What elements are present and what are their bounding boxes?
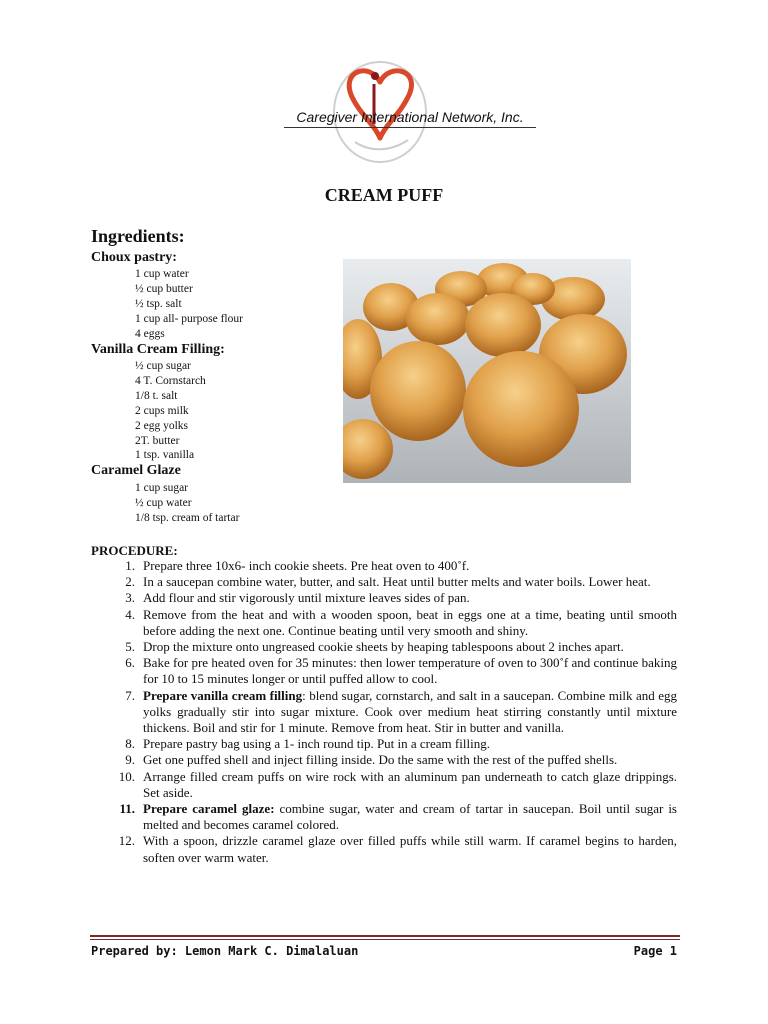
list-item: 2T. butter: [135, 434, 180, 447]
ingredients-heading: Ingredients:: [91, 226, 185, 246]
procedure-step: 1. Prepare three 10x6- inch cookie sheets. Pre heat oven to 400˚f.: [125, 558, 470, 573]
organization-underline: [284, 127, 536, 128]
vanilla-filling-list: [135, 359, 206, 463]
procedure-step: 9. Get one puffed shell and inject filling inside. Do the same with the rest of the puffed shells.: [125, 752, 618, 768]
procedure-step: 6. Bake for pre heated oven for 35 minutes: then lower temperature of oven to 300˚f and continue baking for 10 to 15 minutes longer or until puffed allow to cool.: [125, 655, 677, 687]
list-item: ½ cup sugar: [135, 360, 191, 372]
list-item: 4 eggs: [135, 327, 165, 340]
list-item: ½ tsp. salt: [135, 297, 182, 310]
procedure-step: 3. Add flour and stir vigorously until mixture leaves sides of pan.: [125, 590, 470, 606]
list-item: 1 cup all- purpose flour: [135, 312, 243, 325]
footer-rule-thin: [90, 939, 680, 940]
list-item: 1 tsp. vanilla: [135, 449, 195, 462]
choux-pastry-heading: Choux pastry:: [91, 250, 177, 265]
list-item: 2 cups milk: [135, 404, 189, 417]
list-item: 1 cup water: [135, 268, 189, 280]
procedure-step: 12. With a spoon, drizzle caramel glaze over filled puffs while still warm. If caramel begins to harden, soften over warm water.: [118, 833, 677, 865]
organization-name: Caregiver International Network, Inc.: [296, 109, 524, 125]
list-item: 1/8 tsp. cream of tartar: [135, 511, 240, 524]
page-title: CREAM PUFF: [324, 185, 444, 205]
page-number: Page 1: [633, 944, 677, 958]
list-item: 1/8 t. salt: [135, 389, 178, 402]
list-item: 2 egg yolks: [135, 419, 189, 432]
procedure-steps: [91, 558, 677, 866]
caramel-glaze-heading: Caramel Glaze: [91, 463, 181, 478]
prepared-by: Prepared by: Lemon Mark C. Dimalaluan: [91, 944, 359, 958]
procedure-step: 4. Remove from the heat and with a wooden spoon, beat in eggs one at a time, beating until smooth before adding the next one. Continue beating until very smooth and shiny.: [125, 606, 677, 638]
procedure-heading: PROCEDURE:: [91, 543, 178, 558]
cream-puff-photo: [343, 259, 631, 483]
procedure-step: 10. Arrange filled cream puffs on wire rock with an aluminum pan underneath to catch glaze drippings. Set aside.: [118, 768, 677, 800]
procedure-step: 2. In a saucepan combine water, butter, and salt. Heat until butter melts and water boils. Lower heat.: [125, 574, 651, 590]
list-item: 4 T. Cornstarch: [135, 374, 206, 387]
procedure-step: 11. Prepare caramel glaze: combine sugar, water and cream of tartar in saucepan. Boil until sugar is melted and becomes caramel colored.: [119, 801, 677, 833]
vanilla-filling-heading: Vanilla Cream Filling:: [91, 342, 225, 357]
procedure-step: 7. Prepare vanilla cream filling: blend sugar, cornstarch, and salt in a saucepan. Combine milk and egg yolks gradually stir into sugar mixture. Cook over medium heat stirring constantly until mixture thickens. Boil and stir for 1 minute. Remove from heat. Stir in butter and vanilla.: [125, 687, 677, 736]
logo-heart-icon: [330, 52, 430, 164]
list-item: 1 cup sugar: [135, 482, 189, 494]
choux-pastry-list: [135, 267, 243, 342]
procedure-step: 5. Drop the mixture onto ungreased cookie sheets by heaping tablespoons about 2 inches apart.: [125, 639, 624, 655]
procedure-step: 8. Prepare pastry bag using a 1- inch round tip. Put in a cream filling.: [125, 736, 490, 752]
list-item: ½ cup butter: [135, 282, 193, 295]
caramel-glaze-list: [135, 481, 239, 526]
footer-rule: [90, 935, 680, 937]
list-item: ½ cup water: [135, 496, 192, 509]
